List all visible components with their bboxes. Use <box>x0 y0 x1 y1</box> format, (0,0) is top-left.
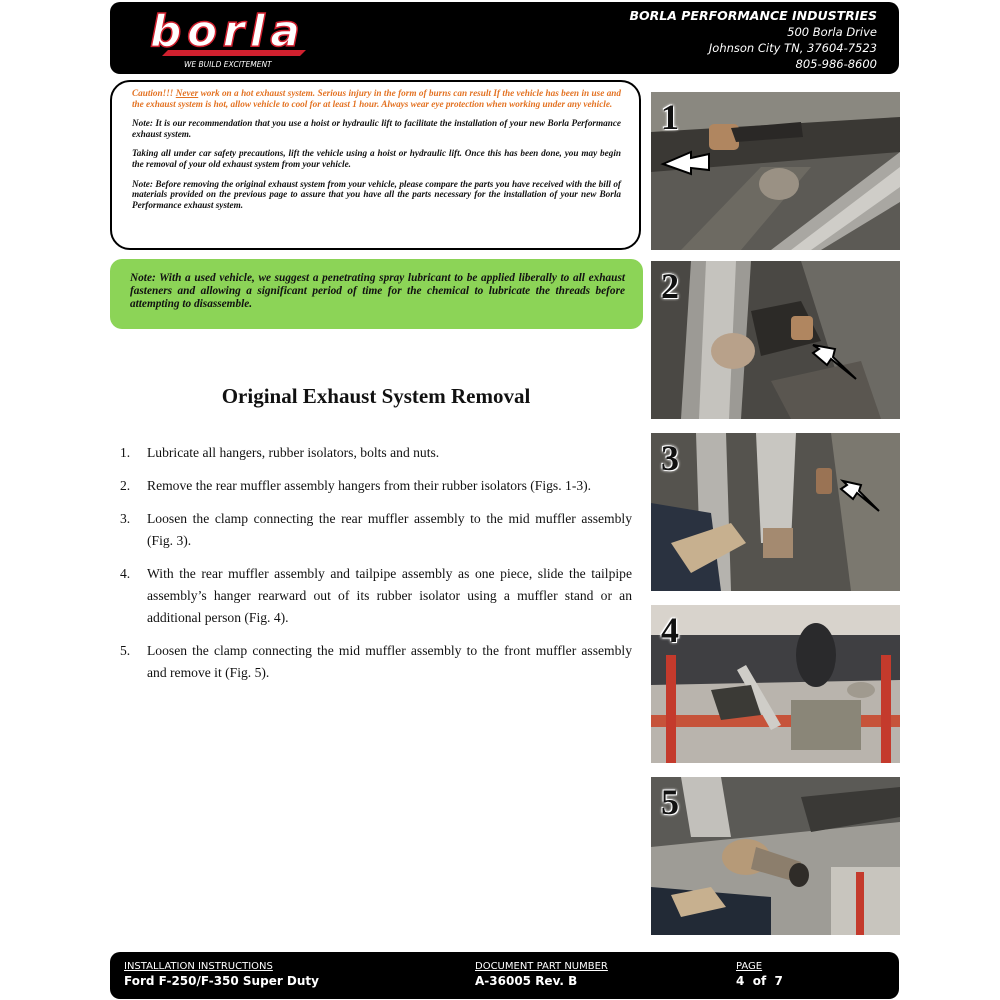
step-item: 4. With the rear muffler assembly and tailpipe assembly as one piece, slide the tailpipe assembly’s hanger rearward out of its rubber isolator using a muffler stand or an additional person (Fig. 4). <box>120 566 632 625</box>
footer-instructions-value: Ford F-250/F-350 Super Duty <box>124 974 319 988</box>
borla-logo <box>128 6 318 70</box>
page-footer <box>110 952 899 999</box>
step-item: 2. Remove the rear muffler assembly hangers from their rubber isolators (Figs. 1-3). <box>120 478 592 493</box>
page-header <box>110 2 899 74</box>
caution-warning: Caution!!! Never work on a hot exhaust system. Serious injury in the form of burns can result If the vehicle has been in use and the exhaust system is hot, allow vehicle to cool for at least 1 hour. Always wear eye protection when working under any vehicle. <box>132 88 621 109</box>
footer-part-number-value: A-36005 Rev. B <box>475 974 578 988</box>
lubricant-note-text: Note: With a used vehicle, we suggest a penetrating spray lubricant to be applied liberally to all exhaust fasteners and allowing a significant period of time for the chemical to lubricate the threads before attempting to disassemble. <box>130 272 625 310</box>
section-title: Original Exhaust System Removal <box>221 384 531 408</box>
footer-part-number-heading: DOCUMENT PART NUMBER <box>475 961 608 972</box>
footer-page <box>736 960 783 989</box>
figure-4-photo <box>651 605 900 763</box>
figure-5-number: 5 <box>661 782 679 822</box>
step-item: 3. Loosen the clamp connecting the rear muffler assembly to the mid muffler assembly (Fig. 3). <box>120 511 632 548</box>
step-item: 5. Loosen the clamp connecting the mid muffler assembly to the front muffler assembly and remove it (Fig. 5). <box>120 643 632 680</box>
caution-box <box>110 80 641 250</box>
company-info <box>629 7 877 72</box>
removal-steps-list <box>120 442 632 695</box>
caution-precautions: Taking all under car safety precautions, lift the vehicle using a hoist or hydraulic lift. Once this has been done, you may begin the removal of your old exhaust system from your vehicle. <box>132 148 621 169</box>
caution-note-parts: Note: Before removing the original exhaust system from your vehicle, please compare the parts you have received with the bill of materials provided on the previous page to assure that you have all the parts necessary for the installation of your new Borla Performance exhaust system. <box>132 178 621 210</box>
figure-1-photo <box>651 92 900 250</box>
company-address-line1: 500 Borla Drive <box>787 25 877 39</box>
footer-instructions <box>124 960 319 989</box>
company-phone: 805-986-8600 <box>795 57 877 71</box>
footer-page-heading: PAGE <box>736 961 763 972</box>
caution-never: Never <box>175 88 199 98</box>
figure-2-number: 2 <box>661 266 679 306</box>
step-item: 1. Lubricate all hangers, rubber isolators, bolts and nuts. <box>120 445 440 460</box>
caution-note-lift: Note: It is our recommendation that you use a hoist or hydraulic lift to facilitate the installation of your new Borla Performance exhaust system. <box>132 118 621 139</box>
company-address-line2: Johnson City TN, 37604-7523 <box>708 41 877 55</box>
company-name: BORLA PERFORMANCE INDUSTRIES <box>629 8 877 23</box>
logo-text: borla <box>150 6 300 57</box>
figure-4-number: 4 <box>661 610 679 650</box>
figure-5-photo <box>651 777 900 935</box>
lubricant-note-box <box>110 259 643 329</box>
footer-part-number <box>475 960 608 989</box>
footer-instructions-heading: INSTALLATION INSTRUCTIONS <box>124 961 273 972</box>
figure-3-photo <box>651 433 900 591</box>
figure-1-number: 1 <box>661 97 679 137</box>
figure-3-number: 3 <box>661 438 679 478</box>
footer-page-value: 4 of 7 <box>736 974 783 988</box>
logo-tagline: WE BUILD EXCITEMENT <box>184 60 272 69</box>
figure-2-photo <box>651 261 900 419</box>
